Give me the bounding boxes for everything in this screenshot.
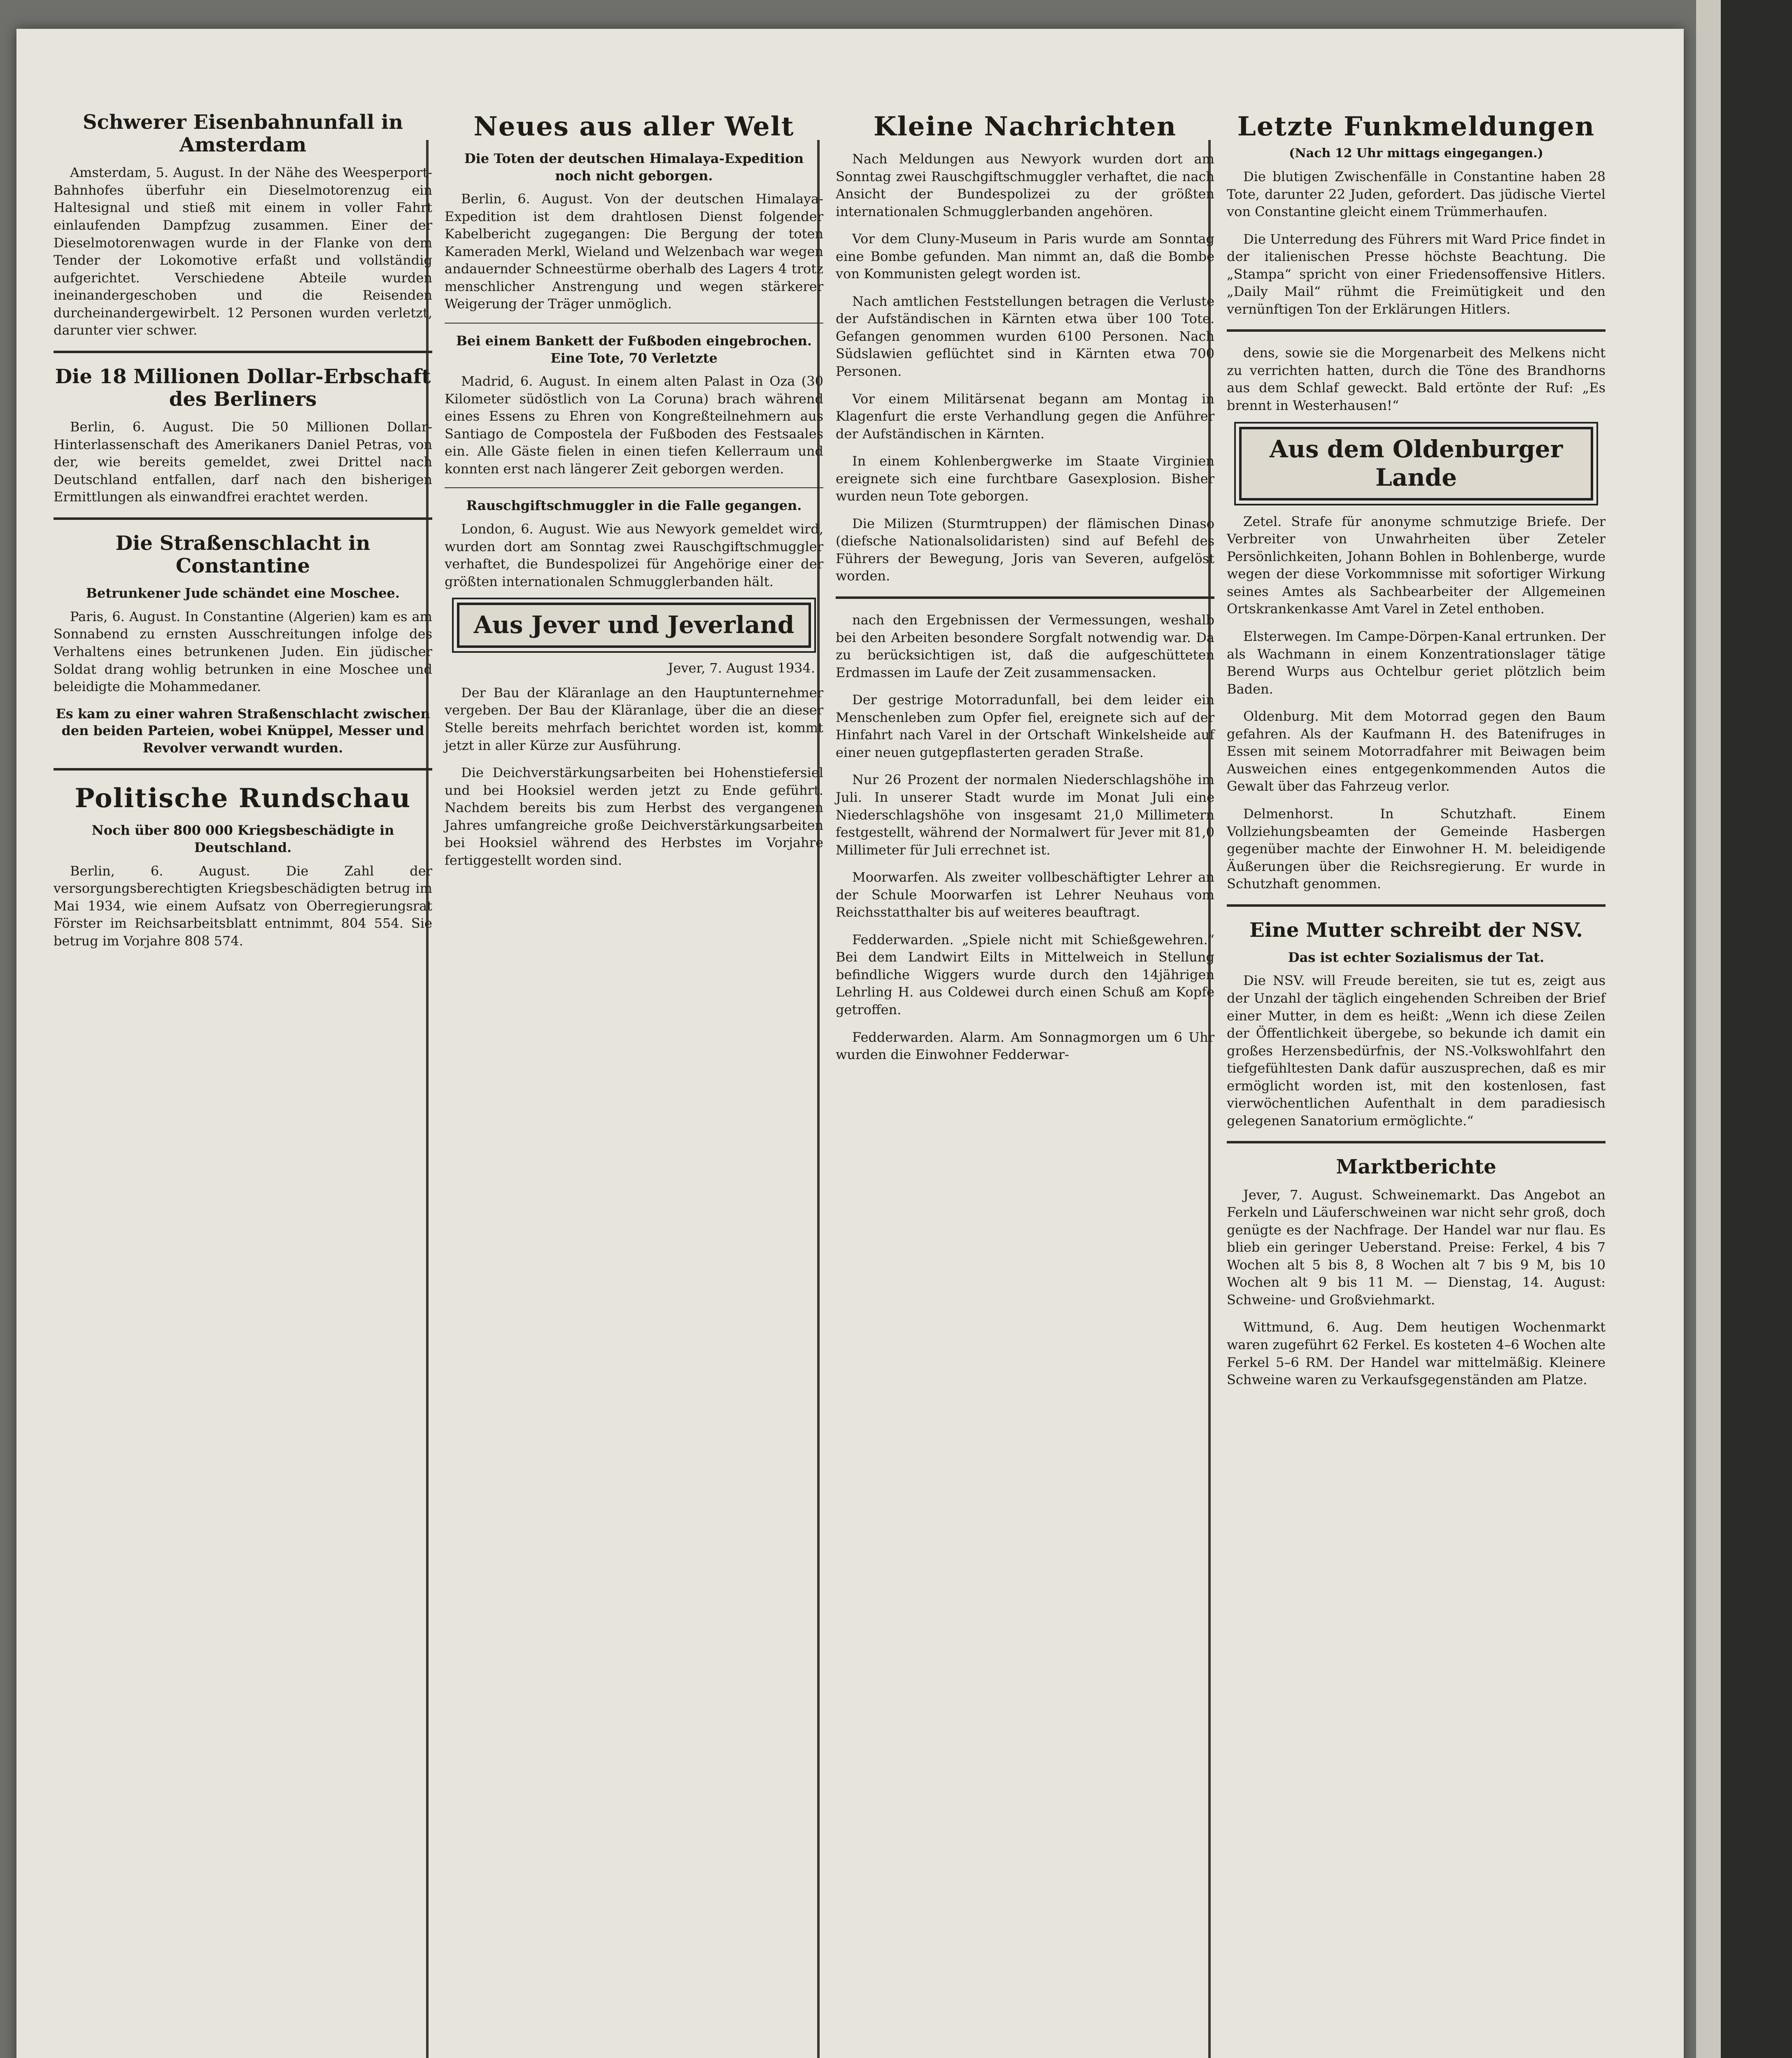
subheadline: Noch über 800 000 Kriegsbeschädigte in Deutschland. [91,822,394,856]
column-3 [836,111,1214,1073]
article-text: Vor dem Cluny-Museum in Paris wurde am Sonntag eine Bombe gefunden. Man nimmt an, daß die Bombe von Kommunisten gelegt worden ist. [836,231,1214,282]
section-title-kleine-nachrichten: Kleine Nachrichten [873,111,1177,142]
subheadline: Es kam zu einer wahren Straßenschlacht zwischen den beiden Parteien, wobei Knüppel, Messer und Revolver verwandt wurden. [56,705,430,756]
section-title-politische-rundschau: Politische Rundschau [75,783,411,814]
article-text: Paris, 6. August. In Constantine (Algerien) kam es am Sonnabend zu ernsten Ausschreitungen infolge des Verhaltens eines betrunkenen Juden. Ein jüdischer Soldat drang wohlig betrunken in eine Moschee und beleidigte die Mohammedaner. [54,608,432,695]
article-text: Der gestrige Motorradunfall, bei dem leider ein Menschenleben zum Opfer fiel, ereignete sich auf der Hinfahrt nach Varel in der Ortschaft Winkelsheide auf einer neuen gutgepflasterten geraden Straße. [836,692,1214,760]
scanner-border [1721,0,1792,2058]
article-text: Berlin, 6. August. Die Zahl der versorgungsberechtigten Kriegsbeschädigten betrug im Mai 1934, wie einem Aufsatz von Oberregierungsrat Förster im Reichsarbeitsblatt entnimmt, 804 554. Sie betrug im Vorjahre 808 574. [54,863,432,949]
column-2 [445,111,823,879]
article-text: Elsterwegen. Im Campe-Dörpen-Kanal ertrunken. Der als Wachmann in einem Konzentrationslager tätige Berend Wurps aus Ochtelbur geriet plötzlich beim Baden. [1227,629,1606,697]
article-text: Nur 26 Prozent der normalen Niederschlagshöhe im Juli. In unserer Stadt wurde im Monat Juli eine Niederschlagshöhe von insgesamt 21,0 Millimetern festgestellt, während der Normalwert für Jever mit 81,0 Millimeter für Juli errechnet ist. [836,772,1214,858]
headline-eisenbahnunfall: Schwerer Eisenbahnunfall in Amsterdam [82,111,403,157]
article-text: dens, sowie sie die Morgenarbeit des Melkens nicht zu verrichten hatten, durch die Töne des Brandhorns aus dem Schlaf geweckt. Bald ertönte der Ruf: „Es brennt in Westerhausen!“ [1227,345,1606,414]
divider [445,323,823,324]
article-text: Der Bau der Kläranlage an den Hauptunternehmer vergeben. Der Bau der Kläranlage, über die an dieser Stelle bereits mehrfach berichtet worden ist, kommt jetzt in aller Kürze zur Ausführung. [445,684,823,753]
article-text: Zetel. Strafe für anonyme schmutzige Briefe. Der Verbreiter von Unwahrheiten über Zeteler Persönlichkeiten, Johann Bohlen in Bohlenberge, wurde wegen der diese Vorkommnisse mit sofortiger Wirkung seines Amtes als Sachbearbeiter der Allgemeinen Ortskrankenkasse Amt Varel in Zetel enthoben. [1227,513,1606,617]
column-1 [54,111,432,959]
article-text: Fedderwarden. „Spiele nicht mit Schießgewehren.“ Bei dem Landwirt Eilts in Mittelweich in Stellung befindliche Wiggers wurde durch den 14jährigen Lehrling H. aus Coldewei durch einen Schuß am Kopfe getroffen. [836,931,1214,1017]
article-text: Amsterdam, 5. August. In der Nähe des Weesperport-Bahnhofes überfuhr ein Dieselmotorenzug ein Haltesignal und stieß mit einem in voller Fahrt einlaufenden Dampfzug zusammen. Einer der Dieselmotorenwagen wurde in der Flanke von dem Tender der Lokomotive erfaßt und vollständig aufgerichtet. Verschiedene Abteile wurden ineinandergeschoben und die Reisenden durcheinandergewirbelt. 12 Personen wurden verletzt, darunter vier schwer. [54,165,432,338]
headline-erbschaft: Die 18 Millionen Dollar-Erbschaft des Berliners [55,365,431,411]
time-note: (Nach 12 Uhr mittags eingegangen.) [1289,146,1543,161]
divider [54,768,432,771]
article-text: In einem Kohlenbergwerke im Staate Virginien ereignete sich eine furchtbare Gasexplosion. Bisher wurden neun Tote geborgen. [836,453,1214,504]
article-text: Nach amtlichen Feststellungen betragen die Verluste der Aufständischen in Kärnten etwa über 100 Tote. Gefangen genommen wurden 6100 Personen. Nach Südslawien geflüchtet sind in Kärnten etwa 700 Personen. [836,293,1214,379]
subheadline: Die Toten der deutschen Himalaya-Expedition noch nicht geborgen. [464,151,804,184]
article-text: Vor einem Militärsenat begann am Montag in Klagenfurt die erste Verhandlung gegen die Anführer der Aufständischen in Kärnten. [836,391,1214,442]
column-4 [1227,111,1606,1399]
divider [445,487,823,488]
divider [1227,904,1606,907]
article-text: Madrid, 6. August. In einem alten Palast in Oza (30 Kilometer südöstlich von La Coruna) brach während eines Essens zu Ehren von Kongreßteilnehmern aus Santiago de Compostela der Fußboden des Festsaales ein. Alle Gäste fielen in einen tiefen Kellerraum und konnten erst nach längerer Zeit geborgen werden. [445,373,823,477]
subheadline: Rauschgiftschmuggler in die Falle gegangen. [466,498,802,514]
divider [836,596,1214,599]
subheadline: Bei einem Bankett der Fußboden eingebrochen. Eine Tote, 70 Verletzte [456,333,812,366]
article-text: Nach Meldungen aus Newyork wurden dort am Sonntag zwei Rauschgiftschmuggler verhaftet, die nach Ansicht der Bundespolizei zu der größten internationalen Schmugglerbanden angehören. [836,151,1214,219]
headline-marktberichte: Marktberichte [1336,1155,1496,1179]
article-text: Oldenburg. Mit dem Motorrad gegen den Baum gefahren. Als der Kaufmann H. des Batenifruges in Essen mit seinem Motorradfahrer mit Beiwagen beim Ausweichen eines entgegenkommenden Autos die Gewalt über das Fahrzeug verlor. [1227,708,1606,794]
article-text: Die Deichverstärkungsarbeiten bei Hohenstiefersiel und bei Hooksiel werden jetzt zu Ende geführt. Nachdem bereits bis zum Herbst des vergangenen Jahres umfangreiche große Deichverstärkungsarbeiten bei Hooksiel während des Herbstes im Vorjahre fertiggestellt worden sind. [445,765,823,868]
subheadline: Das ist echter Sozialismus der Tat. [1288,949,1545,965]
article-text: Die Unterredung des Führers mit Ward Price findet in der italienischen Presse höchste Beachtung. Die „Stampa“ spricht von einer Friedensoffensive Hitlers. „Daily Mail“ rühmt die Freimütigkeit und den vernünftigen Ton der Erklärungen Hitlers. [1227,231,1606,317]
subheadline: Betrunkener Jude schändet eine Moschee. [86,585,400,601]
article-text: Jever, 7. August. Schweinemarkt. Das Angebot an Ferkeln und Läuferschweinen war nicht sehr groß, doch genügte es der Nachfrage. Der Handel war nur flau. Es blieb ein geringer Ueberstand. Preise: Ferkel, 4 bis 7 Wochen alt 5 bis 8, 8 Wochen alt 7 bis 9 M, bis 10 Wochen alt 9 bis 11 M. — Dienstag, 14. August: Schweine- und Großviehmarkt. [1227,1187,1606,1308]
article-text: Fedderwarden. Alarm. Am Sonnagmorgen um 6 Uhr wurden die Einwohner Fedderwar- [836,1029,1214,1063]
dateline: Jever, 7. August 1934. [668,660,815,676]
section-box-jever: Aus Jever und Jeverland [457,603,811,648]
article-text: Die blutigen Zwischenfälle in Constantine haben 28 Tote, darunter 22 Juden, gefordert. Das jüdische Viertel von Constantine gleicht einem Trümmerhaufen. [1227,169,1606,220]
article-text: Moorwarfen. Als zweiter vollbeschäftigter Lehrer an der Schule Moorwarfen ist Lehrer Neuhaus vom Reichsstatthalter bis auf weiteres beauftragt. [836,869,1214,920]
section-title-letzte-funkmeldungen: Letzte Funkmeldungen [1237,111,1595,142]
page-edge [1696,0,1721,2058]
divider [54,351,432,353]
divider [1227,329,1606,332]
article-text: London, 6. August. Wie aus Newyork gemeldet wird, wurden dort am Sonntag zwei Rauschgiftschmuggler verhaftet, die Bundespolizei für Angehörige einer der größten internationalen Schmugglerbanden hält. [445,521,823,589]
article-text: Die NSV. will Freude bereiten, sie tut es, zeigt aus der Unzahl der täglich eingehenden Schreiben der Brief einer Mutter, in dem es heißt: „Wenn ich diese Zeilen der Öffentlichkeit übergebe, so bekunde ich damit ein großes Herzensbedürfnis, der NS.-Volkswohlfahrt den tiefgefühltesten Dank dafür auszusprechen, daß es mir ermöglicht worden ist, mit den kostenlosen, fast vierwöchentlichen Aufenthalt in dem paradiesisch gelegenen Sanatorium ermöglichte.“ [1227,973,1606,1129]
section-box-oldenburg: Aus dem Oldenburger Lande [1239,427,1593,501]
article-text: Die Milizen (Sturmtruppen) der flämischen Dinaso (diefsche Nationalsolidaristen) sind auf Befehl des Führers der Bewegung, Joris van Severen, aufgelöst worden. [836,515,1214,584]
headline-constantine: Die Straßenschlacht in Constantine [115,531,371,578]
divider [54,517,432,520]
article-text: Berlin, 6. August. Die 50 Millionen Dollar-Hinterlassenschaft des Amerikaners Daniel Petras, von der, wie bereits gemeldet, zwei Drittel nach Deutschland entfallen, darf nach den bisherigen Ermittlungen als einwandfrei erachtet werden. [54,419,432,505]
article-text: Berlin, 6. August. Von der deutschen Himalaya-Expedition ist dem drahtlosen Dienst folgender Kabelbericht zugegangen: Die Bergung der toten Kameraden Merkl, Wieland und Welzenbach war wegen andauernder Schneestürme oberhalb des Lagers 4 trotz menschlicher Anstrengung und wegen stärkerer Weigerung der Träger unmöglich. [445,191,823,312]
article-text: Delmenhorst. In Schutzhaft. Einem Vollziehungsbeamten der Gemeinde Hasbergen gegenüber machte der Einwohner H. M. beleidigende Äußerungen über die Reichsregierung. Er wurde in Schutzhaft genommen. [1227,806,1606,892]
article-text: nach den Ergebnissen der Vermessungen, weshalb bei den Arbeiten besondere Sorgfalt notwendig war. Da zu berücksichtigen ist, daß die aufgeschütteten Erdmassen im Laufe der Zeit zusammensacken. [836,612,1214,680]
section-title-neues-aus-aller-welt: Neues aus aller Welt [473,111,795,142]
divider [1227,1141,1606,1143]
headline-nsv: Eine Mutter schreibt der NSV. [1249,918,1583,942]
article-text: Wittmund, 6. Aug. Dem heutigen Wochenmarkt waren zugeführt 62 Ferkel. Es kosteten 4–6 Wochen alte Ferkel 5–6 RM. Der Handel war mittelmäßig. Kleinere Schweine waren zu Verkaufsgegenständen am Platze. [1227,1319,1606,1388]
newspaper-page [16,29,1684,2058]
